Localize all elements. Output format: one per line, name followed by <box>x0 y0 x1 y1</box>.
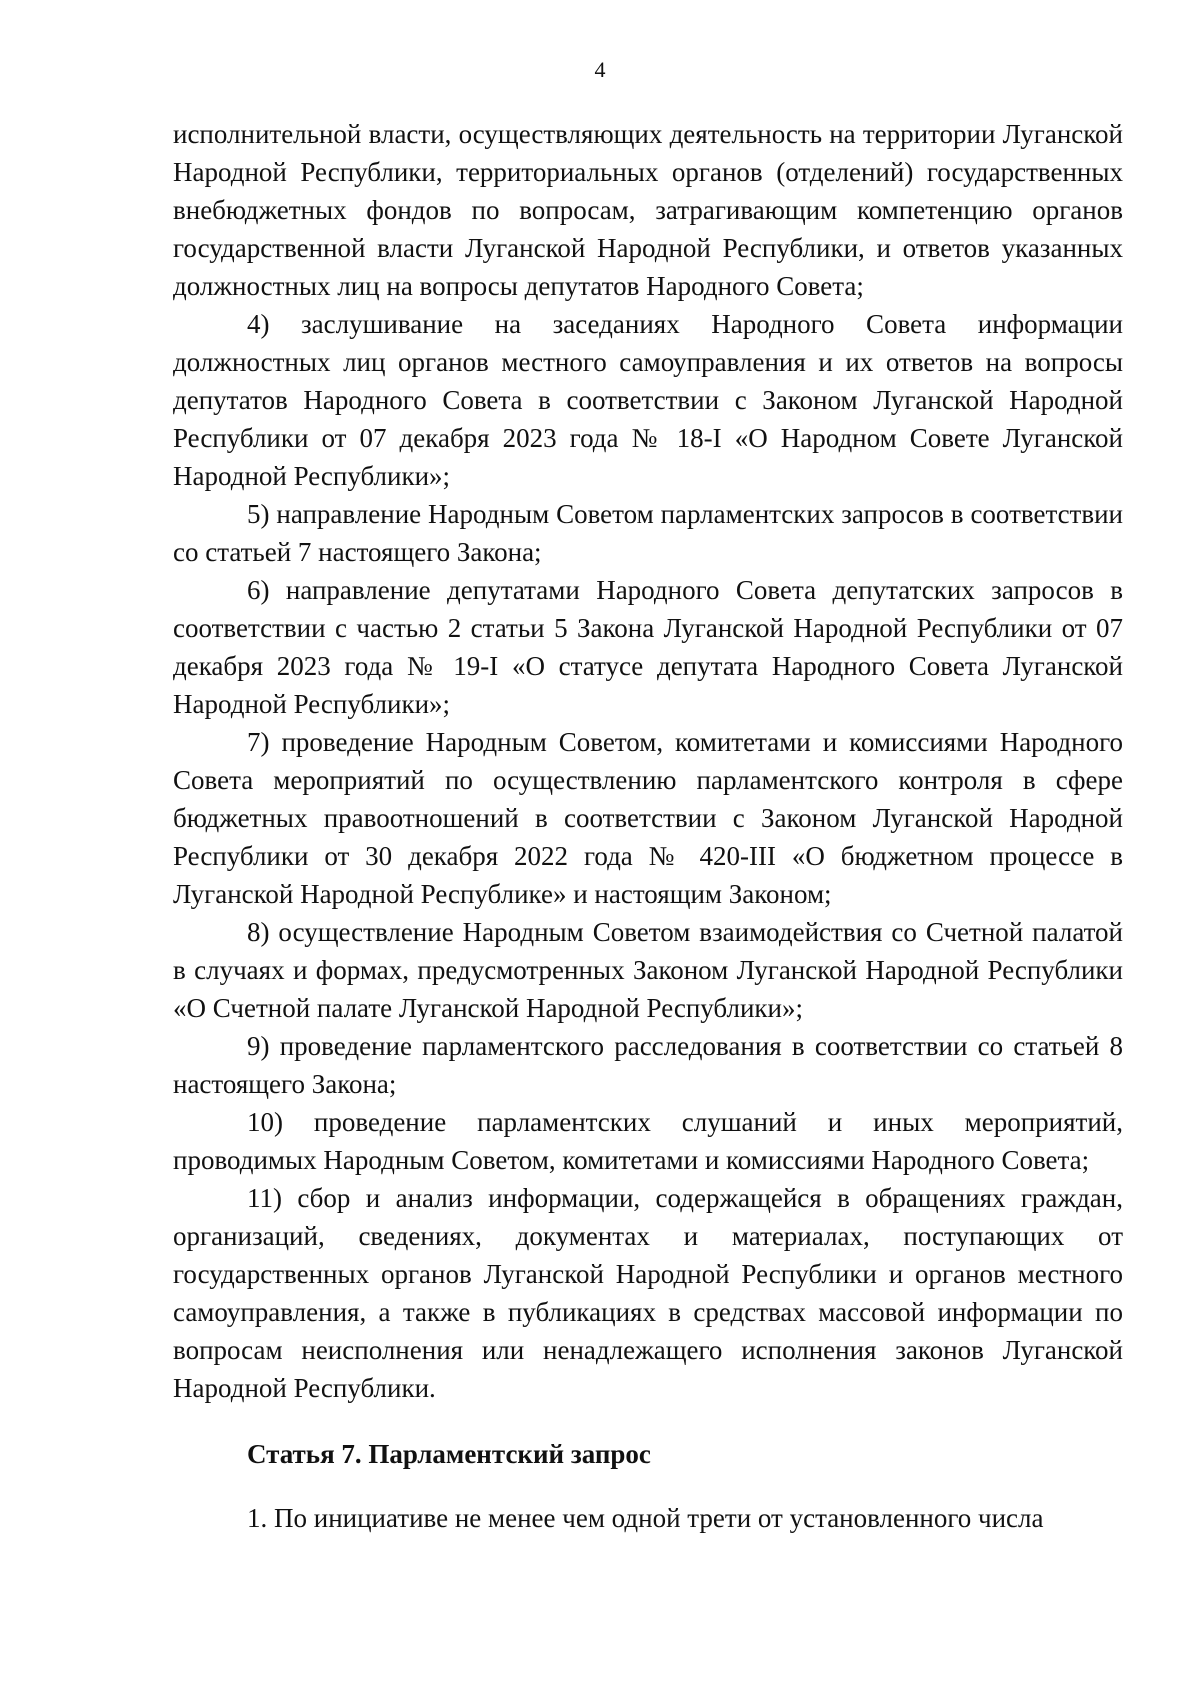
list-item-11: 11) сбор и анализ информации, содержащейся в обращениях граждан, организаций, сведениях, документах и материалах, поступающих от государственных органов Луганской Народной Республики и органов местного самоуправления, а также в публикациях в средствах массовой информации по вопросам неисполнения или ненадлежащего исполнения законов Луганской Народной Республики. <box>173 1183 1123 1403</box>
list-item-4: 4) заслушивание на заседаниях Народного Совета информации должностных лиц органов местного самоуправления и их ответов на вопросы депутатов Народного Совета в соответствии с Законом Луганской Народной Республики от 07 декабря 2023 года № 18-I «О Народном Совете Луганской Народной Республики»; <box>173 309 1123 491</box>
article-heading: Статья 7. Парламентский запрос <box>247 1439 651 1469</box>
page-number: 4 <box>594 57 606 82</box>
list-item-7: 7) проведение Народным Советом, комитетами и комиссиями Народного Совета мероприятий по осуществлению парламентского контроля в сфере бюджетных правоотношений в соответствии с Законом Луганской Народной Республики от 30 декабря 2022 года № 420-III «О бюджетном процессе в Луганской Народной Республике» и настоящим Законом; <box>173 727 1123 909</box>
list-item-5: 5) направление Народным Советом парламентских запросов в соответствии со статьей 7 настоящего Закона; <box>173 499 1123 567</box>
list-item-8: 8) осуществление Народным Советом взаимодействия со Счетной палатой в случаях и формах, предусмотренных Законом Луганской Народной Республики «О Счетной палате Луганской Народной Республики»; <box>173 917 1123 1023</box>
list-item-10: 10) проведение парламентских слушаний и иных мероприятий, проводимых Народным Советом, комитетами и комиссиями Народного Совета; <box>173 1107 1123 1175</box>
continuation-paragraph: исполнительной власти, осуществляющих деятельность на территории Луганской Народной Республики, территориальных органов (отделений) государственных внебюджетных фондов по вопросам, затрагивающим компетенцию органов государственной власти Луганской Народной Республики, и ответов указанных должностных лиц на вопросы депутатов Народного Совета; <box>173 119 1123 301</box>
document-body <box>173 115 1123 1537</box>
list-item-6: 6) направление депутатами Народного Совета депутатских запросов в соответствии с частью 2 статьи 5 Закона Луганской Народной Республики от 07 декабря 2023 года № 19-I «О статусе депутата Народного Совета Луганской Народной Республики»; <box>173 575 1123 719</box>
article-paragraph-1: 1. По инициативе не менее чем одной трети от установленного числа <box>247 1503 1044 1533</box>
list-item-9: 9) проведение парламентского расследования в соответствии со статьей 8 настоящего Закона; <box>173 1031 1123 1099</box>
